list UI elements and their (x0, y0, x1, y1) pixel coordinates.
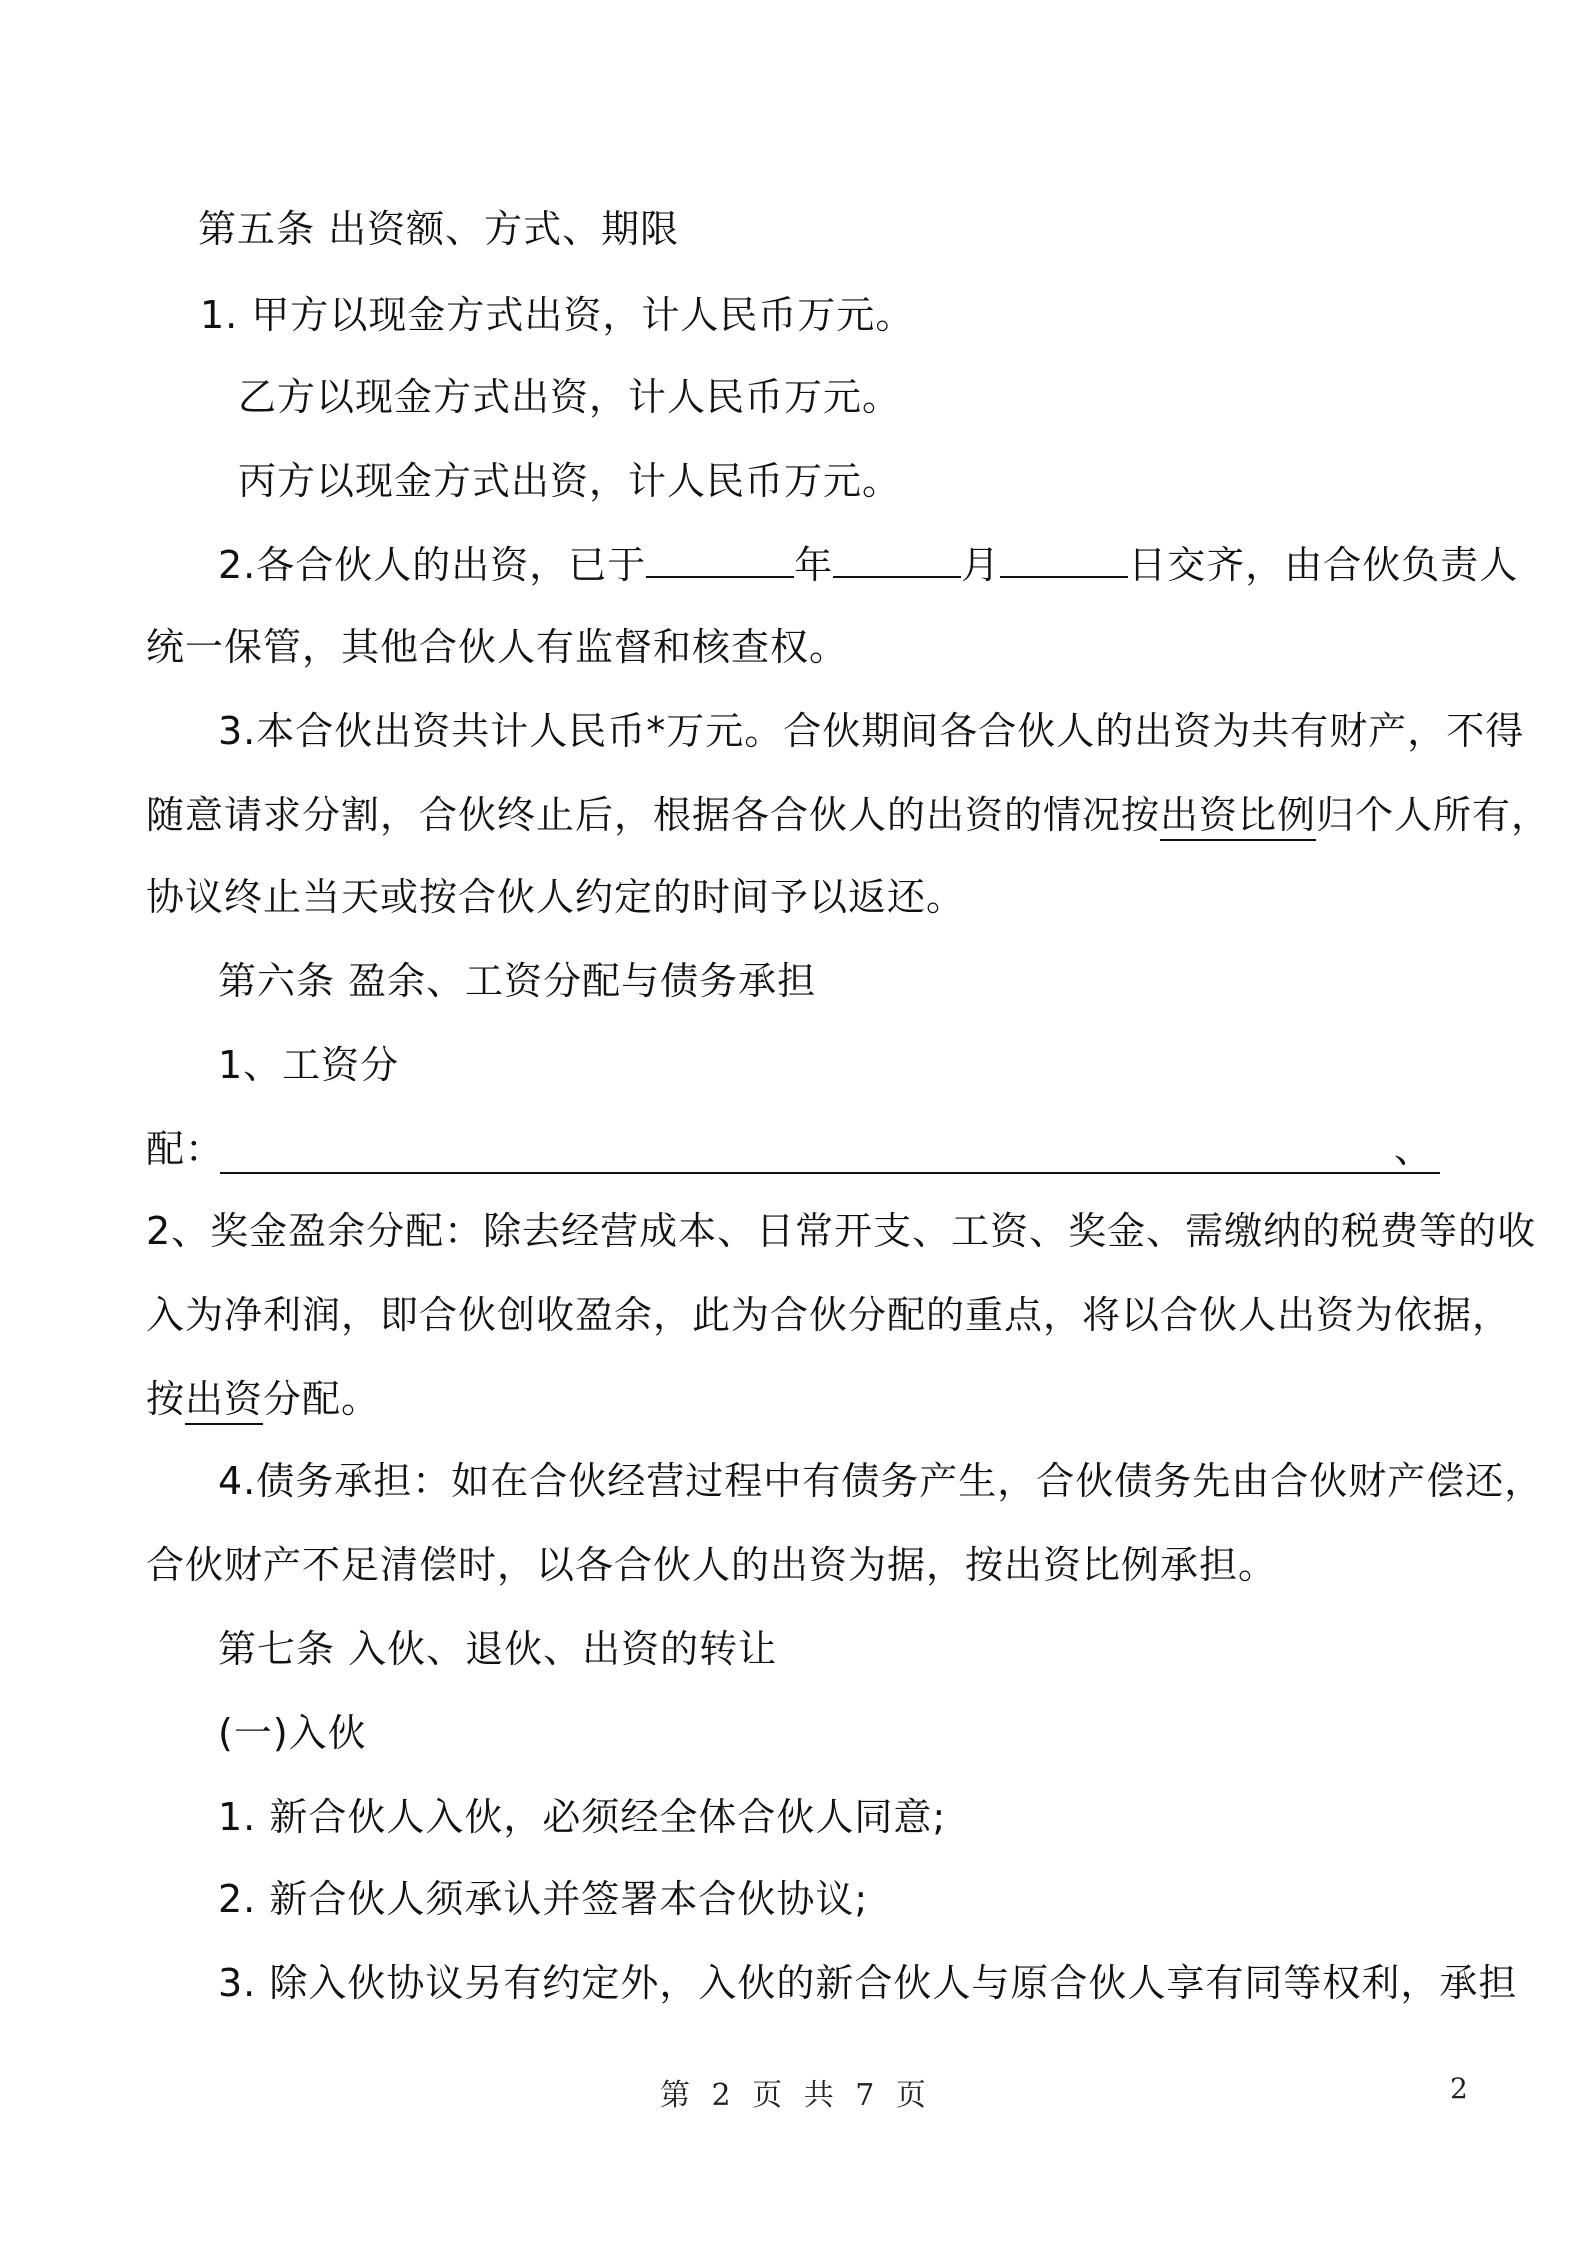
month-label: 月 (961, 543, 1001, 587)
article-6-item-2-line-1: 2、奖金盈余分配：除去经营成本、日常开支、工资、奖金、需缴纳的税费等的收 (146, 1209, 1537, 1253)
article-5-item-2-line-2: 统一保管，其他合伙人有监督和核查权。 (146, 625, 849, 669)
article-5-heading: 第五条 出资额、方式、期限 (198, 207, 680, 251)
article-5-item-1-a: 1. 甲方以现金方式出资，计人民币万元。 (200, 293, 915, 337)
article-5-item-3-line-2 (146, 790, 1550, 840)
item-2-line-3-prefix: 按 (146, 1377, 186, 1421)
underlined-capital: 出资 (185, 1377, 263, 1425)
item-2-prefix: 2.各合伙人的出资，已于 (218, 543, 647, 587)
item-3-line-2-suffix: 归个人所有， (1316, 793, 1551, 837)
page-number: 2 (1450, 2072, 1468, 2105)
year-label: 年 (794, 543, 834, 587)
item-3-line-2-prefix: 随意请求分割，合伙终止后，根据各合伙人的出资的情况按 (146, 793, 1161, 837)
article-5-item-2-line-1 (218, 540, 1518, 590)
page-footer: 第 2 页 共 7 页 (660, 2078, 932, 2113)
article-6-item-2-line-2: 入为净利润，即合伙创收盈余，此为合伙分配的重点，将以合伙人出资为依据， (146, 1293, 1512, 1337)
article-5-item-1-b: 乙方以现金方式出资，计人民币万元。 (238, 375, 902, 419)
item-2-line-3-suffix: 分配。 (263, 1377, 381, 1421)
day-label: 日交齐，由合伙负责人 (1128, 543, 1519, 587)
salary-distribution-blank[interactable] (220, 1172, 1440, 1174)
day-blank[interactable] (1000, 542, 1128, 578)
article-7-item-2: 2. 新合伙人须承认并签署本合伙协议; (218, 1877, 869, 1921)
article-6-item-4-line-1: 4.债务承担：如在合伙经营过程中有债务产生，合伙债务先由合伙财产偿还， (218, 1459, 1544, 1503)
underlined-capital-ratio: 出资比例 (1160, 793, 1316, 841)
article-6-item-1-b: 配： (146, 1127, 225, 1171)
article-6-item-1-tail: 、 (1394, 1127, 1434, 1171)
article-6-item-2-line-3 (146, 1374, 380, 1424)
article-6-heading: 第六条 盈余、工资分配与债务承担 (218, 959, 817, 1003)
article-5-item-1-c: 丙方以现金方式出资，计人民币万元。 (238, 459, 902, 503)
year-blank[interactable] (646, 542, 794, 578)
article-7-item-3: 3. 除入伙协议另有约定外，入伙的新合伙人与原合伙人享有同等权利，承担 (218, 1961, 1518, 2005)
article-6-item-4-line-2: 合伙财产不足清偿时，以各合伙人的出资为据，按出资比例承担。 (146, 1543, 1278, 1587)
month-blank[interactable] (833, 542, 961, 578)
article-5-item-3-line-3: 协议终止当天或按合伙人约定的时间予以返还。 (146, 875, 966, 919)
article-7-subheading-admission: (一)入伙 (218, 1711, 367, 1755)
article-6-item-1-a: 1、工资分 (218, 1043, 400, 1087)
article-7-heading: 第七条 入伙、退伙、出资的转让 (218, 1627, 778, 1671)
article-7-item-1: 1. 新合伙人入伙，必须经全体合伙人同意; (218, 1795, 947, 1839)
article-5-item-3-line-1: 3.本合伙出资共计人民币*万元。合伙期间各合伙人的出资为共有财产，不得 (218, 709, 1525, 753)
